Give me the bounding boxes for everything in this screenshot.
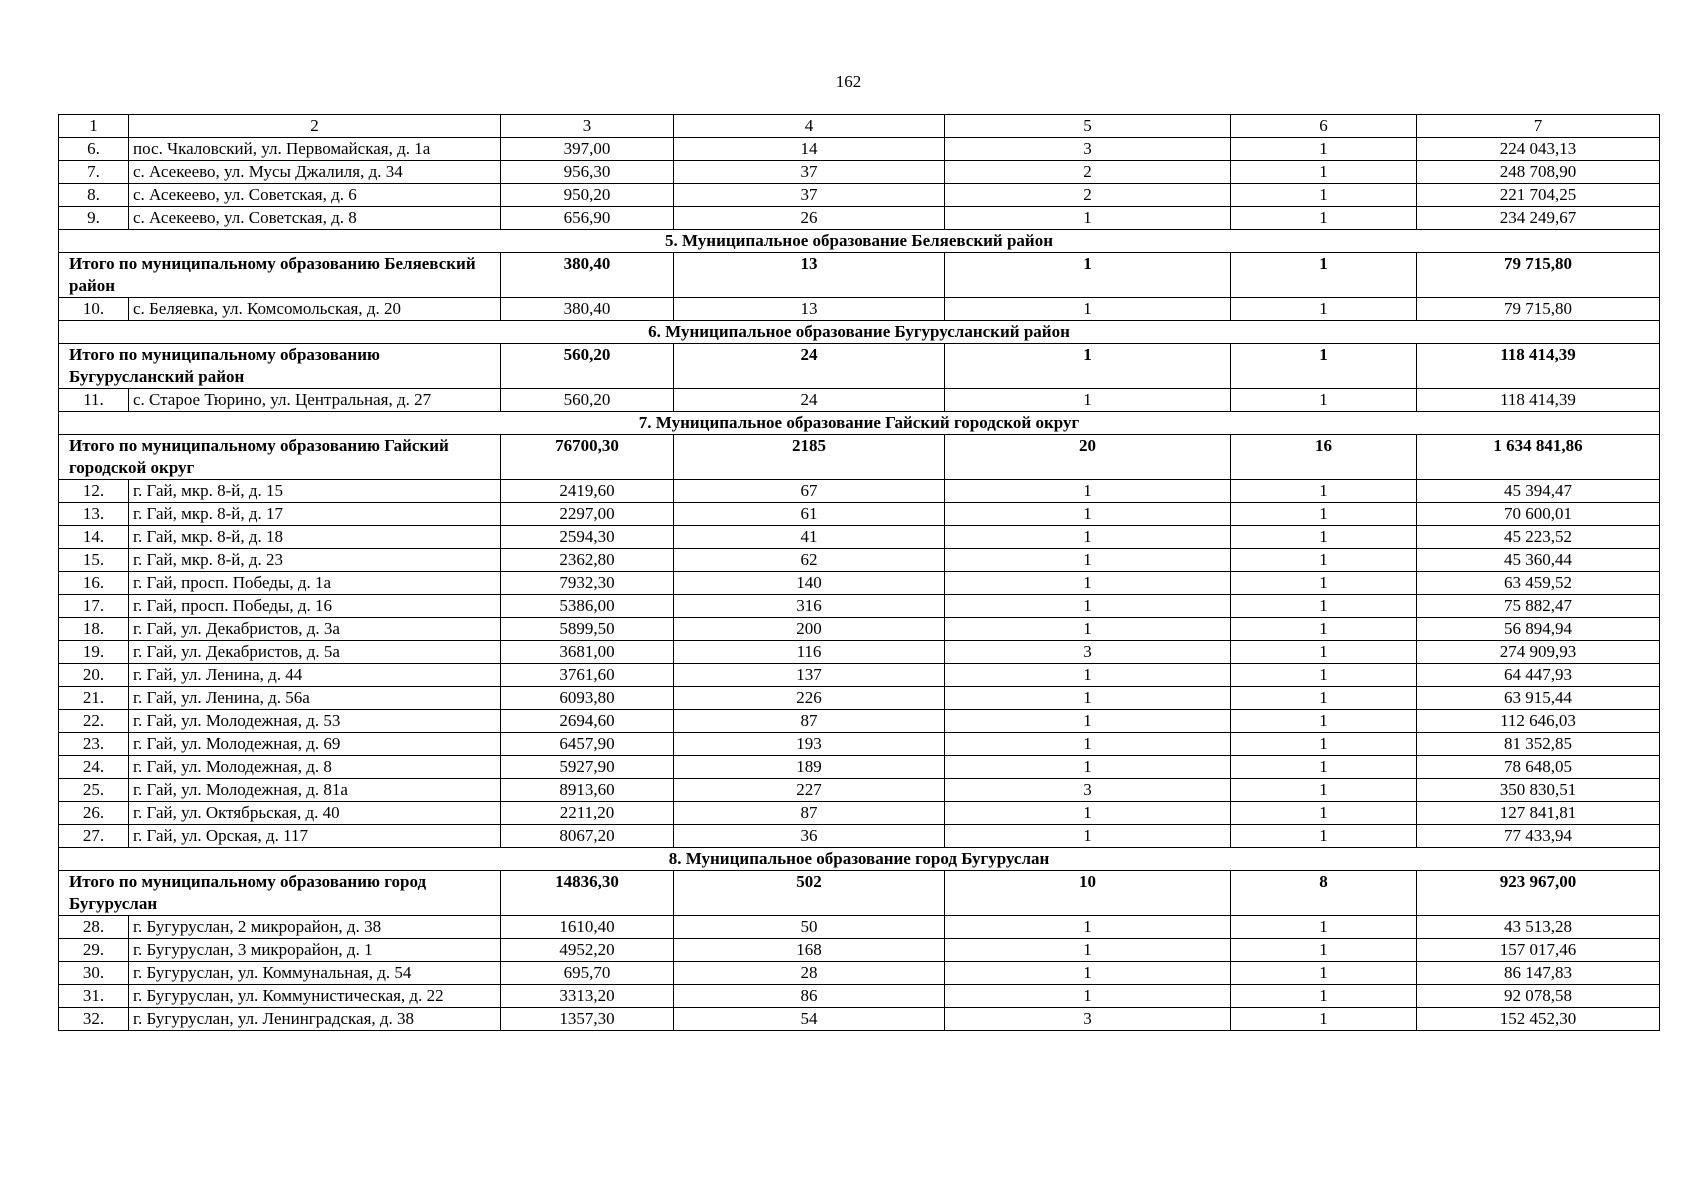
table-row <box>59 825 1660 848</box>
table-row <box>59 962 1660 985</box>
row-number: 23. <box>59 733 129 756</box>
row-number: 25. <box>59 779 129 802</box>
cell-col7: 923 967,00 <box>1417 871 1660 916</box>
page-number: 162 <box>835 72 862 91</box>
cell-col6: 1 <box>1231 802 1417 825</box>
address-cell: с. Асекеево, ул. Мусы Джалиля, д. 34 <box>129 161 501 184</box>
cell-col5: 1 <box>945 572 1231 595</box>
table-row <box>59 549 1660 572</box>
cell-col6: 1 <box>1231 595 1417 618</box>
cell-col5: 1 <box>945 756 1231 779</box>
cell-col7: 81 352,85 <box>1417 733 1660 756</box>
cell-col7: 221 704,25 <box>1417 184 1660 207</box>
address-cell: г. Гай, ул. Октябрьская, д. 40 <box>129 802 501 825</box>
cell-col5: 3 <box>945 138 1231 161</box>
cell-col7: 79 715,80 <box>1417 253 1660 298</box>
cell-col4: 13 <box>674 298 945 321</box>
cell-col5: 1 <box>945 207 1231 230</box>
cell-col7: 224 043,13 <box>1417 138 1660 161</box>
table-row <box>59 595 1660 618</box>
cell-col4: 200 <box>674 618 945 641</box>
address-cell: г. Бугуруслан, ул. Коммунальная, д. 54 <box>129 962 501 985</box>
cell-col5: 1 <box>945 687 1231 710</box>
cell-col4: 26 <box>674 207 945 230</box>
cell-col4: 502 <box>674 871 945 916</box>
row-number: 24. <box>59 756 129 779</box>
table-row <box>59 138 1660 161</box>
cell-col5: 1 <box>945 939 1231 962</box>
address-cell: с. Беляевка, ул. Комсомольская, д. 20 <box>129 298 501 321</box>
cell-col5: 1 <box>945 298 1231 321</box>
address-cell: пос. Чкаловский, ул. Первомайская, д. 1а <box>129 138 501 161</box>
cell-col3: 2362,80 <box>501 549 674 572</box>
cell-col7: 43 513,28 <box>1417 916 1660 939</box>
cell-col3: 380,40 <box>501 253 674 298</box>
cell-col7: 45 223,52 <box>1417 526 1660 549</box>
cell-col6: 1 <box>1231 480 1417 503</box>
cell-col3: 560,20 <box>501 344 674 389</box>
table-row <box>59 389 1660 412</box>
table-row <box>59 985 1660 1008</box>
address-cell: г. Гай, ул. Декабристов, д. 5а <box>129 641 501 664</box>
address-cell: г. Гай, ул. Ленина, д. 44 <box>129 664 501 687</box>
header-cell: 1 <box>59 115 129 138</box>
cell-col4: 86 <box>674 985 945 1008</box>
cell-col6: 1 <box>1231 503 1417 526</box>
total-label: Итого по муниципальному образованию Бугурусланский район <box>59 344 501 389</box>
header-cell: 7 <box>1417 115 1660 138</box>
address-cell: г. Гай, мкр. 8-й, д. 18 <box>129 526 501 549</box>
cell-col7: 75 882,47 <box>1417 595 1660 618</box>
cell-col4: 140 <box>674 572 945 595</box>
cell-col5: 1 <box>945 389 1231 412</box>
cell-col3: 3313,20 <box>501 985 674 1008</box>
cell-col6: 1 <box>1231 344 1417 389</box>
cell-col4: 116 <box>674 641 945 664</box>
cell-col4: 36 <box>674 825 945 848</box>
cell-col3: 2594,30 <box>501 526 674 549</box>
cell-col4: 67 <box>674 480 945 503</box>
cell-col4: 54 <box>674 1008 945 1031</box>
cell-col5: 1 <box>945 664 1231 687</box>
row-number: 29. <box>59 939 129 962</box>
cell-col5: 1 <box>945 595 1231 618</box>
cell-col6: 1 <box>1231 572 1417 595</box>
row-number: 20. <box>59 664 129 687</box>
cell-col4: 137 <box>674 664 945 687</box>
cell-col6: 1 <box>1231 916 1417 939</box>
table-row <box>59 641 1660 664</box>
cell-col4: 227 <box>674 779 945 802</box>
cell-col4: 168 <box>674 939 945 962</box>
cell-col7: 78 648,05 <box>1417 756 1660 779</box>
row-number: 28. <box>59 916 129 939</box>
section-title: 5. Муниципальное образование Беляевский район <box>59 230 1660 253</box>
cell-col4: 14 <box>674 138 945 161</box>
cell-col6: 16 <box>1231 435 1417 480</box>
cell-col6: 1 <box>1231 825 1417 848</box>
cell-col7: 77 433,94 <box>1417 825 1660 848</box>
address-cell: г. Гай, мкр. 8-й, д. 17 <box>129 503 501 526</box>
cell-col3: 397,00 <box>501 138 674 161</box>
table-row <box>59 184 1660 207</box>
cell-col3: 6093,80 <box>501 687 674 710</box>
total-label: Итого по муниципальному образованию город Бугуруслан <box>59 871 501 916</box>
section-heading-row <box>59 412 1660 435</box>
cell-col4: 28 <box>674 962 945 985</box>
table-row <box>59 779 1660 802</box>
row-number: 31. <box>59 985 129 1008</box>
cell-col4: 87 <box>674 802 945 825</box>
cell-col7: 70 600,01 <box>1417 503 1660 526</box>
cell-col5: 1 <box>945 526 1231 549</box>
cell-col3: 956,30 <box>501 161 674 184</box>
cell-col4: 24 <box>674 389 945 412</box>
total-row <box>59 253 1660 298</box>
cell-col6: 1 <box>1231 298 1417 321</box>
cell-col5: 1 <box>945 985 1231 1008</box>
cell-col7: 248 708,90 <box>1417 161 1660 184</box>
cell-col7: 56 894,94 <box>1417 618 1660 641</box>
cell-col3: 6457,90 <box>501 733 674 756</box>
cell-col5: 1 <box>945 916 1231 939</box>
cell-col5: 1 <box>945 825 1231 848</box>
cell-col7: 234 249,67 <box>1417 207 1660 230</box>
cell-col3: 76700,30 <box>501 435 674 480</box>
cell-col7: 152 452,30 <box>1417 1008 1660 1031</box>
cell-col4: 226 <box>674 687 945 710</box>
address-cell: г. Бугуруслан, ул. Коммунистическая, д. 22 <box>129 985 501 1008</box>
address-cell: г. Гай, просп. Победы, д. 16 <box>129 595 501 618</box>
cell-col3: 695,70 <box>501 962 674 985</box>
row-number: 26. <box>59 802 129 825</box>
section-title: 8. Муниципальное образование город Бугуруслан <box>59 848 1660 871</box>
row-number: 8. <box>59 184 129 207</box>
table-row <box>59 802 1660 825</box>
address-cell: г. Гай, ул. Молодежная, д. 69 <box>129 733 501 756</box>
cell-col7: 86 147,83 <box>1417 962 1660 985</box>
address-cell: г. Гай, ул. Молодежная, д. 8 <box>129 756 501 779</box>
address-cell: с. Асекеево, ул. Советская, д. 8 <box>129 207 501 230</box>
cell-col6: 1 <box>1231 664 1417 687</box>
cell-col5: 1 <box>945 710 1231 733</box>
cell-col5: 20 <box>945 435 1231 480</box>
row-number: 6. <box>59 138 129 161</box>
table-row <box>59 1008 1660 1031</box>
table-row <box>59 664 1660 687</box>
row-number: 18. <box>59 618 129 641</box>
cell-col3: 3761,60 <box>501 664 674 687</box>
cell-col6: 1 <box>1231 710 1417 733</box>
row-number: 10. <box>59 298 129 321</box>
cell-col6: 1 <box>1231 733 1417 756</box>
cell-col5: 3 <box>945 641 1231 664</box>
row-number: 13. <box>59 503 129 526</box>
address-cell: с. Асекеево, ул. Советская, д. 6 <box>129 184 501 207</box>
cell-col4: 316 <box>674 595 945 618</box>
address-cell: г. Гай, ул. Орская, д. 117 <box>129 825 501 848</box>
section-heading-row <box>59 230 1660 253</box>
address-cell: г. Бугуруслан, 2 микрорайон, д. 38 <box>129 916 501 939</box>
cell-col3: 950,20 <box>501 184 674 207</box>
cell-col6: 1 <box>1231 985 1417 1008</box>
cell-col7: 1 634 841,86 <box>1417 435 1660 480</box>
cell-col5: 1 <box>945 344 1231 389</box>
row-number: 30. <box>59 962 129 985</box>
table-header-row <box>59 115 1660 138</box>
cell-col6: 1 <box>1231 756 1417 779</box>
address-cell: г. Гай, ул. Декабристов, д. 3а <box>129 618 501 641</box>
cell-col6: 1 <box>1231 526 1417 549</box>
address-cell: г. Гай, ул. Молодежная, д. 53 <box>129 710 501 733</box>
cell-col4: 41 <box>674 526 945 549</box>
cell-col7: 118 414,39 <box>1417 389 1660 412</box>
row-number: 32. <box>59 1008 129 1031</box>
table-row <box>59 710 1660 733</box>
table-row <box>59 687 1660 710</box>
cell-col4: 2185 <box>674 435 945 480</box>
cell-col6: 1 <box>1231 549 1417 572</box>
row-number: 22. <box>59 710 129 733</box>
table-body <box>59 115 1660 1031</box>
cell-col5: 2 <box>945 184 1231 207</box>
cell-col6: 1 <box>1231 618 1417 641</box>
cell-col4: 24 <box>674 344 945 389</box>
cell-col7: 127 841,81 <box>1417 802 1660 825</box>
table-row <box>59 939 1660 962</box>
address-cell: с. Старое Тюрино, ул. Центральная, д. 27 <box>129 389 501 412</box>
header-cell: 3 <box>501 115 674 138</box>
total-label: Итого по муниципальному образованию Беляевский район <box>59 253 501 298</box>
cell-col3: 2211,20 <box>501 802 674 825</box>
cell-col6: 1 <box>1231 253 1417 298</box>
row-number: 19. <box>59 641 129 664</box>
address-cell: г. Гай, ул. Молодежная, д. 81а <box>129 779 501 802</box>
cell-col5: 1 <box>945 962 1231 985</box>
cell-col7: 350 830,51 <box>1417 779 1660 802</box>
cell-col6: 1 <box>1231 962 1417 985</box>
cell-col4: 37 <box>674 184 945 207</box>
cell-col3: 1357,30 <box>501 1008 674 1031</box>
cell-col3: 656,90 <box>501 207 674 230</box>
cell-col5: 2 <box>945 161 1231 184</box>
cell-col5: 1 <box>945 802 1231 825</box>
cell-col5: 1 <box>945 733 1231 756</box>
cell-col4: 193 <box>674 733 945 756</box>
row-number: 11. <box>59 389 129 412</box>
cell-col6: 1 <box>1231 389 1417 412</box>
section-heading-row <box>59 321 1660 344</box>
row-number: 9. <box>59 207 129 230</box>
address-cell: г. Бугуруслан, ул. Ленинградская, д. 38 <box>129 1008 501 1031</box>
cell-col3: 8067,20 <box>501 825 674 848</box>
cell-col3: 380,40 <box>501 298 674 321</box>
cell-col6: 1 <box>1231 184 1417 207</box>
cell-col3: 5927,90 <box>501 756 674 779</box>
row-number: 7. <box>59 161 129 184</box>
cell-col5: 1 <box>945 253 1231 298</box>
data-table <box>58 114 1660 1031</box>
cell-col7: 274 909,93 <box>1417 641 1660 664</box>
cell-col7: 45 360,44 <box>1417 549 1660 572</box>
total-row <box>59 435 1660 480</box>
table-row <box>59 207 1660 230</box>
table-row <box>59 618 1660 641</box>
cell-col3: 5386,00 <box>501 595 674 618</box>
address-cell: г. Гай, мкр. 8-й, д. 15 <box>129 480 501 503</box>
cell-col3: 560,20 <box>501 389 674 412</box>
cell-col4: 50 <box>674 916 945 939</box>
cell-col6: 1 <box>1231 207 1417 230</box>
cell-col3: 2297,00 <box>501 503 674 526</box>
cell-col3: 4952,20 <box>501 939 674 962</box>
row-number: 15. <box>59 549 129 572</box>
cell-col6: 1 <box>1231 939 1417 962</box>
cell-col3: 8913,60 <box>501 779 674 802</box>
table-row <box>59 480 1660 503</box>
cell-col7: 118 414,39 <box>1417 344 1660 389</box>
section-heading-row <box>59 848 1660 871</box>
row-number: 16. <box>59 572 129 595</box>
table-row <box>59 298 1660 321</box>
address-cell: г. Бугуруслан, 3 микрорайон, д. 1 <box>129 939 501 962</box>
cell-col5: 1 <box>945 549 1231 572</box>
row-number: 27. <box>59 825 129 848</box>
cell-col7: 157 017,46 <box>1417 939 1660 962</box>
cell-col5: 3 <box>945 1008 1231 1031</box>
table-row <box>59 526 1660 549</box>
cell-col6: 1 <box>1231 687 1417 710</box>
cell-col7: 112 646,03 <box>1417 710 1660 733</box>
cell-col3: 1610,40 <box>501 916 674 939</box>
row-number: 21. <box>59 687 129 710</box>
cell-col6: 1 <box>1231 641 1417 664</box>
row-number: 17. <box>59 595 129 618</box>
cell-col6: 1 <box>1231 138 1417 161</box>
table-row <box>59 161 1660 184</box>
cell-col7: 92 078,58 <box>1417 985 1660 1008</box>
cell-col5: 10 <box>945 871 1231 916</box>
cell-col3: 2694,60 <box>501 710 674 733</box>
cell-col3: 7932,30 <box>501 572 674 595</box>
total-row <box>59 344 1660 389</box>
header-cell: 5 <box>945 115 1231 138</box>
cell-col7: 79 715,80 <box>1417 298 1660 321</box>
cell-col7: 64 447,93 <box>1417 664 1660 687</box>
cell-col5: 1 <box>945 618 1231 641</box>
table-row <box>59 572 1660 595</box>
header-cell: 2 <box>129 115 501 138</box>
cell-col4: 62 <box>674 549 945 572</box>
cell-col3: 14836,30 <box>501 871 674 916</box>
address-cell: г. Гай, ул. Ленина, д. 56а <box>129 687 501 710</box>
cell-col4: 189 <box>674 756 945 779</box>
total-label: Итого по муниципальному образованию Гайский городской округ <box>59 435 501 480</box>
cell-col6: 8 <box>1231 871 1417 916</box>
cell-col7: 45 394,47 <box>1417 480 1660 503</box>
address-cell: г. Гай, просп. Победы, д. 1а <box>129 572 501 595</box>
cell-col6: 1 <box>1231 161 1417 184</box>
cell-col4: 87 <box>674 710 945 733</box>
cell-col4: 37 <box>674 161 945 184</box>
section-title: 6. Муниципальное образование Бугурусланский район <box>59 321 1660 344</box>
cell-col6: 1 <box>1231 779 1417 802</box>
cell-col5: 1 <box>945 503 1231 526</box>
total-row <box>59 871 1660 916</box>
cell-col4: 13 <box>674 253 945 298</box>
section-title: 7. Муниципальное образование Гайский городской округ <box>59 412 1660 435</box>
cell-col4: 61 <box>674 503 945 526</box>
table-row <box>59 733 1660 756</box>
cell-col3: 5899,50 <box>501 618 674 641</box>
header-cell: 4 <box>674 115 945 138</box>
table-row <box>59 503 1660 526</box>
table-row <box>59 756 1660 779</box>
cell-col5: 1 <box>945 480 1231 503</box>
cell-col3: 2419,60 <box>501 480 674 503</box>
cell-col6: 1 <box>1231 1008 1417 1031</box>
cell-col5: 3 <box>945 779 1231 802</box>
row-number: 12. <box>59 480 129 503</box>
cell-col3: 3681,00 <box>501 641 674 664</box>
cell-col7: 63 915,44 <box>1417 687 1660 710</box>
table-row <box>59 916 1660 939</box>
address-cell: г. Гай, мкр. 8-й, д. 23 <box>129 549 501 572</box>
cell-col7: 63 459,52 <box>1417 572 1660 595</box>
row-number: 14. <box>59 526 129 549</box>
header-cell: 6 <box>1231 115 1417 138</box>
